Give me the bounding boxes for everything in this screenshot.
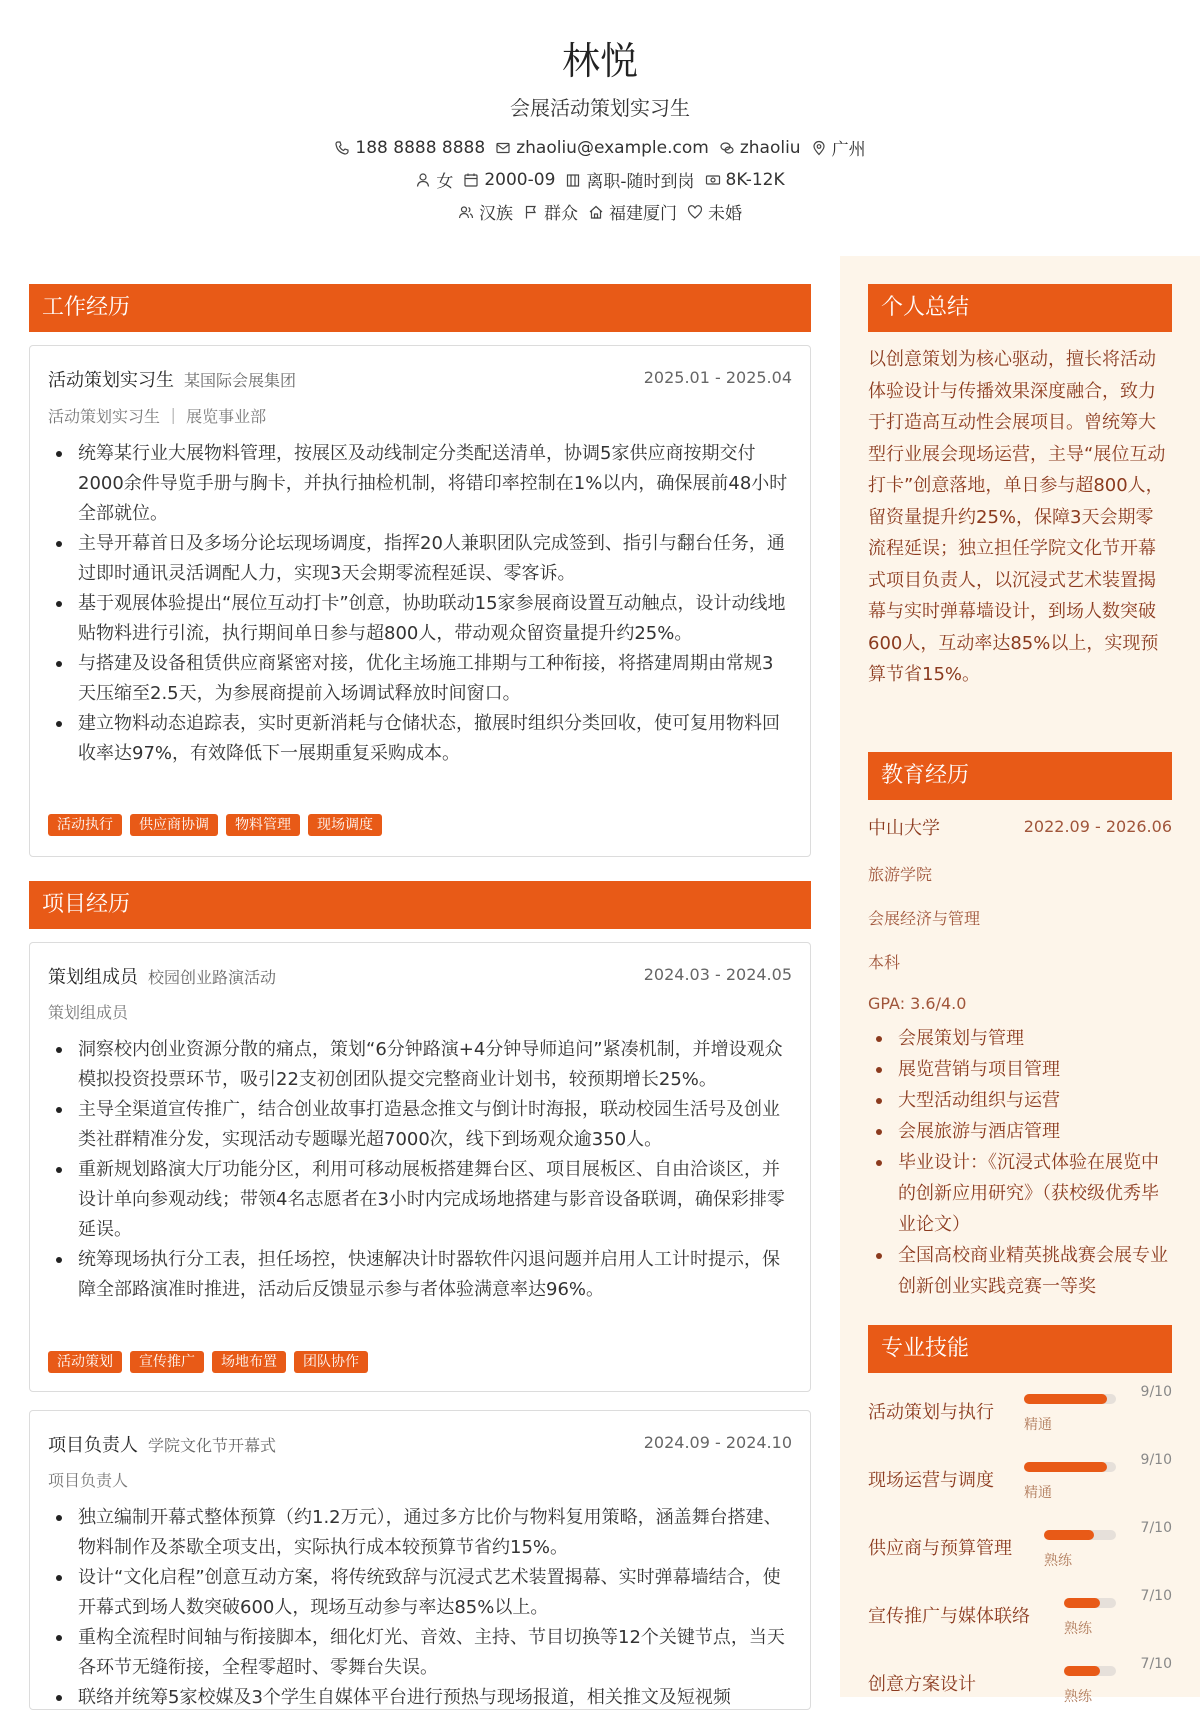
heart-icon	[687, 204, 703, 220]
user-icon	[415, 172, 431, 188]
salary-text: 8K-12K	[725, 169, 785, 190]
hometown-item	[588, 199, 677, 224]
ethnicity-item	[458, 199, 513, 224]
skill-score: 9/10	[1140, 1452, 1172, 1468]
skill-score: 7/10	[1140, 1656, 1172, 1672]
birth-text: 2000-09	[484, 169, 556, 190]
skill-level: 熟练	[1064, 1621, 1092, 1637]
skill-bar	[1064, 1598, 1116, 1608]
background-row	[0, 199, 1200, 224]
birth-item	[463, 167, 555, 192]
list-item: 重新规划路演大厅功能分区，利用可移动展板搭建舞台区、项目展板区、自由洽谈区，并设计单向参观动线；带领4名志愿者在3小时内完成场地搭建与影音设备联调，确保彩排零延误。	[48, 1155, 788, 1245]
skill-bar	[1064, 1666, 1116, 1676]
wechat-text: zhaoliu	[739, 137, 801, 158]
email-text: zhaoliu@example.com	[516, 137, 709, 158]
project-1-date: 2024.03 - 2024.05	[643, 965, 792, 984]
skill-score: 9/10	[1140, 1384, 1172, 1400]
project-2-bullet-list	[48, 1503, 788, 1713]
list-item: 设计“文化启程”创意互动方案，将传统致辞与沉浸式艺术装置揭幕、实时弹幕墙结合，使开幕式到场人数突破600人，现场互动参与率达85%以上。	[48, 1563, 788, 1623]
project-1-subtitle: 策划组成员	[48, 1003, 129, 1022]
skill-tag: 活动策划	[48, 1351, 122, 1373]
skill-bar-fill	[1024, 1394, 1107, 1404]
list-item: 大型活动组织与运营	[868, 1085, 1168, 1116]
marital-text: 未婚	[708, 204, 742, 224]
skill-level: 精通	[1024, 1485, 1052, 1501]
skill-level: 熟练	[1044, 1553, 1072, 1569]
candidate-name: 林悦	[561, 39, 638, 83]
skill-name: 创意方案设计	[868, 1674, 976, 1695]
education-list	[868, 1023, 1168, 1302]
list-item: 建立物料动态追踪表，实时更新消耗与仓储状态，撤展时组织分类回收，使可复用物料回收率达97%，有效降低下一展期重复采购成本。	[48, 709, 788, 769]
list-item: 会展旅游与酒店管理	[868, 1116, 1168, 1147]
school-name: 中山大学	[868, 818, 940, 839]
email-item[interactable]	[495, 135, 709, 160]
work-date: 2025.01 - 2025.04	[643, 368, 792, 387]
home-icon	[588, 204, 604, 220]
work-card	[29, 345, 811, 857]
phone-item[interactable]	[334, 135, 485, 160]
project-2-date: 2024.09 - 2024.10	[643, 1433, 792, 1452]
major-name: 会展经济与管理	[868, 909, 981, 928]
ethnicity-text: 汉族	[479, 204, 513, 224]
project-2-role	[48, 1431, 276, 1457]
marital-item	[687, 199, 742, 224]
skill-bar	[1024, 1462, 1116, 1472]
contact-row	[0, 135, 1200, 160]
summary-text: 以创意策划为核心驱动，擅长将活动体验设计与传播效果深度融合，致力于打造高互动性会展项目。曾统筹大型行业展会现场运营，主导“展位互动打卡”创意落地，单日参与超800人，留资量提升约25%，保障3天会期零流程延误；独立担任学院文化节开幕式项目负责人，以沉浸式艺术装置揭幕与实时弹幕墙设计，到场人数突破600人，互动率达85%以上，实现预算节省15%。	[868, 349, 1166, 685]
list-item: 统筹现场执行分工表，担任场控，快速解决计时器软件闪退问题并启用人工计时提示，保障全部路演准时推进，活动后反馈显示参与者体验满意率达96%。	[48, 1245, 788, 1305]
project-card-1	[29, 942, 811, 1392]
calendar-icon	[463, 172, 479, 188]
mail-icon	[495, 140, 511, 156]
list-item: 基于观展体验提出“展位互动打卡”创意，协助联动15家参展商设置互动触点，设计动线地贴物料进行引流，执行期间单日参与超800人，带动观众留资量提升约25%。	[48, 589, 788, 649]
list-item: 主导全渠道宣传推广，结合创业故事打造悬念推文与倒计时海报，联动校园生活号及创业类社群精准分发，实现活动专题曝光超7000次，线下到场观众逾350人。	[48, 1095, 788, 1155]
work-subtitle: 活动策划实习生 ｜ 展览事业部	[48, 407, 267, 426]
project-1-org: 校园创业路演活动	[148, 968, 277, 987]
work-role	[48, 366, 296, 392]
location-pin-icon	[811, 140, 827, 156]
project-section-header: 项目经历	[29, 881, 811, 929]
list-item: 重构全流程时间轴与衔接脚本，细化灯光、音效、主持、节目切换等12个关键节点，当天各环节无缝衔接，全程零超时、零舞台失误。	[48, 1623, 788, 1683]
list-item: 洞察校内创业资源分散的痛点，策划“6分钟路演+4分钟导师追问”紧凑机制，并增设观众模拟投资投票环节，吸引22支初创团队提交完整商业计划书，较预期增长25%。	[48, 1035, 788, 1095]
political-item	[523, 199, 578, 224]
skill-name: 活动策划与执行	[868, 1402, 994, 1423]
city-text: 广州	[831, 140, 866, 160]
skill-tag: 物料管理	[226, 814, 300, 836]
project-2-role-text: 项目负责人	[48, 1435, 138, 1456]
phone-text: 188 8888 8888	[355, 137, 486, 158]
political-text: 群众	[544, 204, 578, 224]
city-item	[811, 135, 866, 160]
skill-bar-fill	[1044, 1530, 1094, 1540]
skill-tag: 宣传推广	[130, 1351, 204, 1373]
wechat-icon	[719, 140, 735, 156]
flag-icon	[523, 204, 539, 220]
status-item	[565, 167, 694, 192]
salary-item	[705, 167, 785, 192]
list-item: 全国高校商业精英挑战赛会展专业创新创业实践竞赛一等奖	[868, 1240, 1168, 1302]
project-2-subtitle: 项目负责人	[48, 1471, 129, 1490]
list-item: 联络并统筹5家校媒及3个学生自媒体平台进行预热与现场报道，相关推文及短视频	[48, 1683, 788, 1713]
gender-item	[415, 167, 453, 192]
project-2-org: 学院文化节开幕式	[148, 1436, 277, 1455]
money-icon	[705, 172, 721, 188]
skill-level: 熟练	[1064, 1689, 1092, 1705]
skill-level: 精通	[1024, 1417, 1052, 1433]
list-item: 毕业设计：《沉浸式体验在展览中的创新应用研究》（获校级优秀毕业论文）	[868, 1147, 1168, 1240]
list-item: 会展策划与管理	[868, 1023, 1168, 1054]
skill-tag: 活动执行	[48, 814, 122, 836]
skill-bar	[1044, 1530, 1116, 1540]
skill-bar	[1024, 1394, 1116, 1404]
project-card-2	[29, 1410, 811, 1710]
college-name: 旅游学院	[868, 865, 933, 884]
phone-icon	[334, 140, 350, 156]
project-1-role-text: 策划组成员	[48, 967, 138, 988]
gpa-text: GPA: 3.6/4.0	[868, 994, 967, 1013]
education-date: 2022.09 - 2026.06	[1023, 817, 1172, 836]
list-item: 与搭建及设备租赁供应商紧密对接，优化主场施工排期与工种衔接，将搭建周期由常规3天压缩至2.5天，为参展商提前入场调试释放时间窗口。	[48, 649, 788, 709]
degree-name: 本科	[868, 953, 901, 972]
work-section-header: 工作经历	[29, 284, 811, 332]
skill-name: 供应商与预算管理	[868, 1538, 1012, 1559]
work-org: 某国际会展集团	[184, 371, 297, 390]
list-item: 统筹某行业大展物料管理，按展区及动线制定分类配送清单，协调5家供应商按期交付2000余件导览手册与胸卡，并执行抽检机制，将错印率控制在1%以内，确保展前48小时全部就位。	[48, 439, 788, 529]
skill-tag: 供应商协调	[130, 814, 218, 836]
hometown-text: 福建厦门	[609, 204, 677, 224]
status-text: 离职-随时到岗	[586, 172, 695, 192]
building-icon	[565, 172, 581, 188]
list-item: 展览营销与项目管理	[868, 1054, 1168, 1085]
project-1-bullet-list	[48, 1035, 788, 1305]
users-icon	[458, 204, 474, 220]
wechat-item[interactable]	[719, 135, 801, 160]
gender-text: 女	[436, 172, 454, 192]
work-bullet-list	[48, 439, 788, 769]
skill-score: 7/10	[1140, 1520, 1172, 1536]
project-1-role	[48, 963, 276, 989]
skill-bar-fill	[1064, 1598, 1100, 1608]
personal-row	[0, 167, 1200, 192]
skill-bar-fill	[1064, 1666, 1100, 1676]
job-title: 会展活动策划实习生	[510, 96, 690, 120]
skill-tag: 团队协作	[294, 1351, 368, 1373]
list-item: 主导开幕首日及多场分论坛现场调度，指挥20人兼职团队完成签到、指引与翻台任务，通过即时通讯灵活调配人力，实现3天会期零流程延误、零客诉。	[48, 529, 788, 589]
work-role-text: 活动策划实习生	[48, 370, 174, 391]
education-section-header: 教育经历	[868, 752, 1172, 800]
skill-name: 宣传推广与媒体联络	[868, 1606, 1030, 1627]
work-tag-list	[48, 814, 382, 836]
skill-score: 7/10	[1140, 1588, 1172, 1604]
skills-section-header: 专业技能	[868, 1325, 1172, 1373]
skill-tag: 现场调度	[308, 814, 382, 836]
skill-tag: 场地布置	[212, 1351, 286, 1373]
skill-bar-fill	[1024, 1462, 1107, 1472]
project-1-tag-list	[48, 1351, 368, 1373]
summary-section-header: 个人总结	[868, 284, 1172, 332]
skill-name: 现场运营与调度	[868, 1470, 994, 1491]
list-item: 独立编制开幕式整体预算（约1.2万元），通过多方比价与物料复用策略，涵盖舞台搭建、物料制作及茶歇全项支出，实际执行成本较预算节省约15%。	[48, 1503, 788, 1563]
